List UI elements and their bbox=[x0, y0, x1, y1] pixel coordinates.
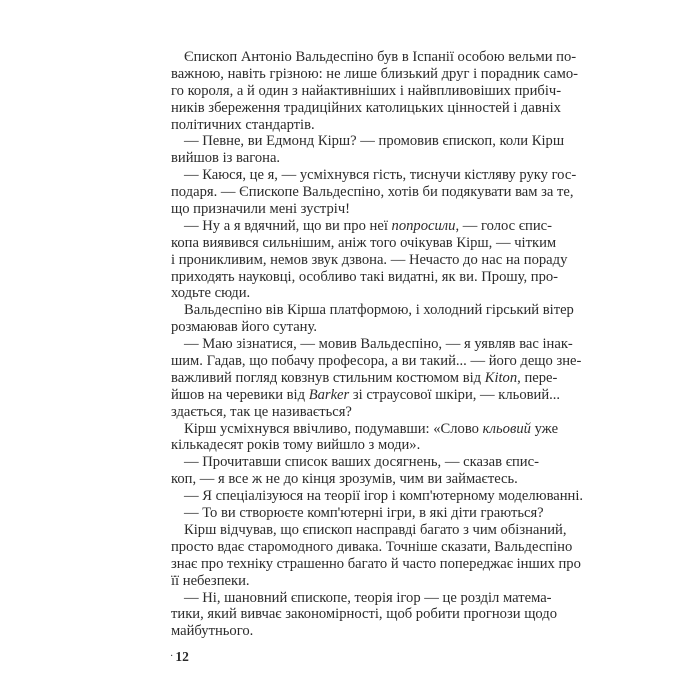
text-line bbox=[171, 369, 558, 387]
text-line: — Каюся, це я, — усміхнувся гість, тиснучи кістляву руку гос- bbox=[184, 167, 577, 184]
text-line: го короля, а й один з найактивніших і найвпливовіших прибіч- bbox=[171, 82, 562, 99]
text-line: — То ви створюєте комп'ютерні ігри, в які діти граються? bbox=[184, 505, 544, 522]
text-line: здається, так це називається? bbox=[171, 403, 352, 420]
text-line: Єпископ Антоніо Вальдеспіно був в Іспанії особою вельми по- bbox=[184, 49, 577, 65]
text-line: коп, — я все ж не до кінця зрозумів, чим ви займаєтесь. bbox=[171, 471, 518, 488]
text-line: просто вдає старомодного дивака. Точніше сказати, Вальдеспіно bbox=[171, 538, 573, 555]
text-line: ходьте сюди. bbox=[171, 285, 251, 302]
text-line: тики, який вивчає закономірності, щоб робити прогнози щодо bbox=[171, 606, 558, 623]
italic-segment: Kiton bbox=[484, 369, 518, 386]
text-segment: Кірш усміхнувся ввічливо, подумавши: «Слово bbox=[184, 420, 483, 437]
text-segment: йшов на черевики від bbox=[171, 386, 309, 403]
body-text bbox=[171, 49, 584, 640]
text-segment: , — голос єпис- bbox=[455, 217, 553, 234]
page-number-marker: · bbox=[170, 651, 174, 662]
text-line: що призначили мені зустріч! bbox=[171, 201, 351, 218]
text-line bbox=[171, 420, 559, 438]
text-line: — Певне, ви Едмонд Кірш? — промовив єпископ, коли Кірш bbox=[184, 133, 565, 150]
text-line: знає про техніку страшенно багато й часто попереджає інших про bbox=[171, 555, 581, 572]
text-line: шим. Гадав, що побачу професора, а ви такий... — його дещо зне- bbox=[171, 353, 582, 370]
text-line: вийшов із вагона. bbox=[171, 150, 281, 167]
text-line: Кірш відчував, що єпископ насправді багато з чим обізнаний, bbox=[184, 521, 567, 538]
italic-segment: попросили bbox=[391, 217, 456, 234]
page-number-value: 12 bbox=[175, 649, 189, 664]
italic-segment: Barker bbox=[308, 386, 350, 403]
text-line: розмаював його сутану. bbox=[171, 319, 317, 336]
text-line: її небезпеки. bbox=[171, 572, 250, 589]
text-line: — Ні, шановний єпископе, теорія ігор — це розділ матема- bbox=[184, 589, 552, 606]
text-segment: , пере- bbox=[517, 369, 558, 386]
text-segment: важливий погляд ковзнув стильним костюмом від bbox=[171, 369, 485, 386]
text-line: політичних стандартів. bbox=[171, 116, 315, 133]
text-line: Вальдеспіно вів Кірша платформою, і холодний гірський вітер bbox=[184, 302, 574, 319]
text-line bbox=[171, 386, 561, 404]
text-line: копа виявився сильнішим, аніж того очікував Кірш, — чітким bbox=[171, 234, 557, 251]
text-line: — Маю зізнатися, — мовив Вальдеспіно, — я уявляв вас інак- bbox=[184, 336, 573, 353]
text-line: приходять науковці, особливо такі видатні, як ви. Прошу, про- bbox=[171, 268, 559, 285]
text-line bbox=[171, 217, 553, 235]
text-line: — Прочитавши список ваших досягнень, — сказав єпис- bbox=[184, 454, 539, 471]
text-segment: — Ну а я вдячний, що ви про неї bbox=[184, 217, 392, 234]
italic-segment: кльовий bbox=[482, 420, 531, 437]
text-line: подаря. — Єпископе Вальдеспіно, хотів би подякувати вам за те, bbox=[171, 184, 574, 201]
text-line: майбутнього. bbox=[171, 623, 254, 640]
page-number bbox=[170, 649, 189, 665]
text-segment: уже bbox=[530, 420, 559, 437]
text-segment: зі страусової шкіри, — кльовий... bbox=[349, 386, 561, 403]
text-line: і проникливим, немов звук дзвона. — Нечасто до нас на пораду bbox=[171, 251, 568, 268]
text-line: важною, навіть грізною: не лише близький друг і порадник само- bbox=[171, 65, 578, 82]
text-line: — Я спеціалізуюся на теорії ігор і комп'ютерному моделюванні. bbox=[184, 488, 584, 505]
text-line: ників збереження традиційних католицьких цінностей і давніх bbox=[171, 99, 561, 116]
text-line: кількадесят років тому вийшло з моди». bbox=[171, 437, 421, 454]
